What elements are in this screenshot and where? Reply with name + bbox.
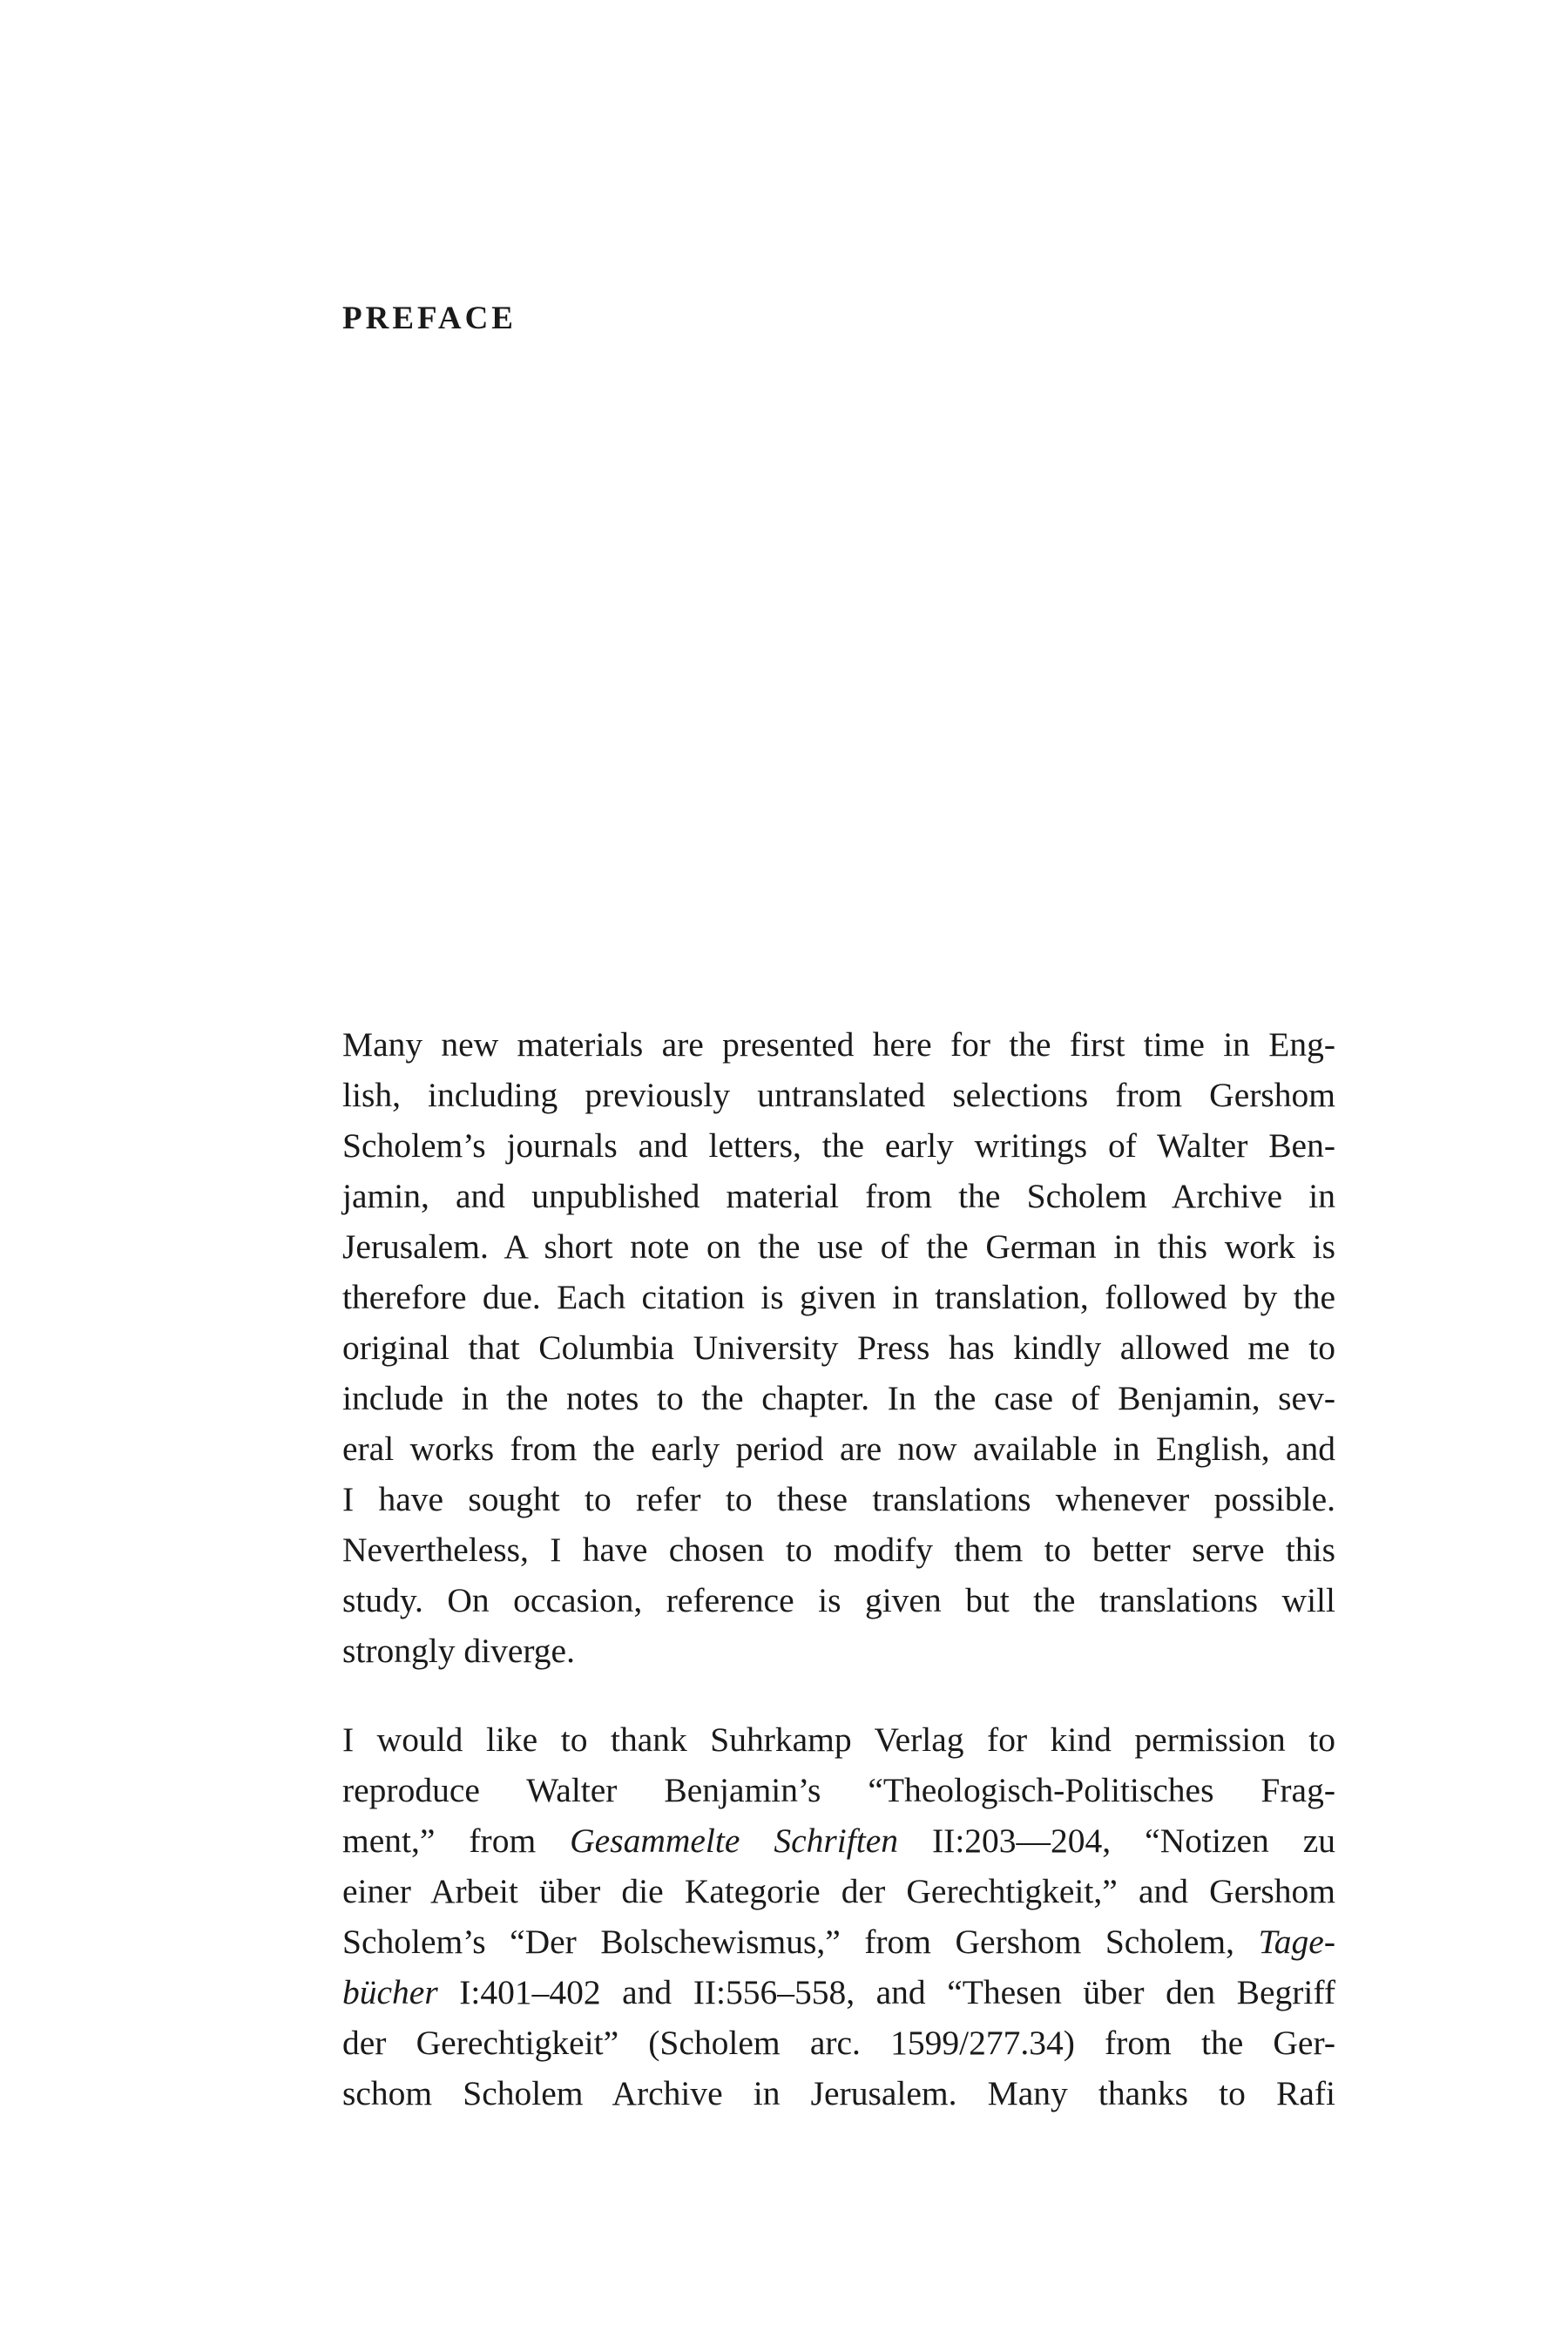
text-line (342, 1815, 1335, 1866)
text-line: Scholem’s journals and letters, the early writings of Walter Ben- (342, 1126, 1335, 1165)
text-line (342, 1967, 1335, 2017)
paragraph-acknowledgements (342, 1714, 1335, 2119)
text-line: Jerusalem. A short note on the use of the German in this work is (342, 1227, 1335, 1266)
text-line: reproduce Walter Benjamin’s “Theologisch-Politisches Frag- (342, 1771, 1335, 1809)
page-heading: PREFACE (342, 301, 517, 336)
text-line: Many new materials are presented here for the first time in Eng- (342, 1025, 1335, 1064)
book-title-italic: bücher (342, 1973, 438, 2011)
book-title-italic: Gesammelte Schriften (570, 1821, 899, 1860)
text-run: II:203––204, “Notizen zu (898, 1821, 1336, 1860)
text-run: ment,” from (342, 1821, 571, 1860)
text-line: I would like to thank Suhrkamp Verlag for kind permission to (342, 1720, 1335, 1759)
text-line: eral works from the early period are now available in English, and (342, 1429, 1335, 1468)
text-line: Nevertheless, I have chosen to modify them to better serve this (342, 1531, 1335, 1569)
text-line: einer Arbeit über die Kategorie der Gerechtigkeit,” and Gershom (342, 1872, 1335, 1910)
book-title-italic: Tage- (1258, 1923, 1335, 1961)
text-line: strongly diverge. (342, 1632, 575, 1670)
text-line: jamin, and unpublished material from the Scholem Archive in (342, 1177, 1335, 1215)
text-line: study. On occasion, reference is given but the translations will (342, 1581, 1335, 1619)
text-line: include in the notes to the chapter. In the case of Benjamin, sev- (342, 1379, 1335, 1417)
text-line: therefore due. Each citation is given in translation, followed by the (342, 1278, 1335, 1316)
text-line: der Gerechtigkeit” (Scholem arc. 1599/277.34) from the Ger- (342, 2024, 1335, 2062)
text-line: I have sought to refer to these translations whenever possible. (342, 1480, 1335, 1518)
text-run: I:401–402 and II:556–558, and “Thesen über den Begriff (437, 1973, 1335, 2011)
text-line: lish, including previously untranslated selections from Gershom (342, 1076, 1335, 1114)
text-run: Scholem’s “Der Bolschewismus,” from Gershom Scholem, (342, 1923, 1259, 1961)
text-line: original that Columbia University Press has kindly allowed me to (342, 1328, 1335, 1367)
text-line (342, 1916, 1335, 1967)
text-line: schom Scholem Archive in Jerusalem. Many thanks to Rafi (342, 2074, 1335, 2112)
paragraph-materials (342, 1019, 1335, 1676)
